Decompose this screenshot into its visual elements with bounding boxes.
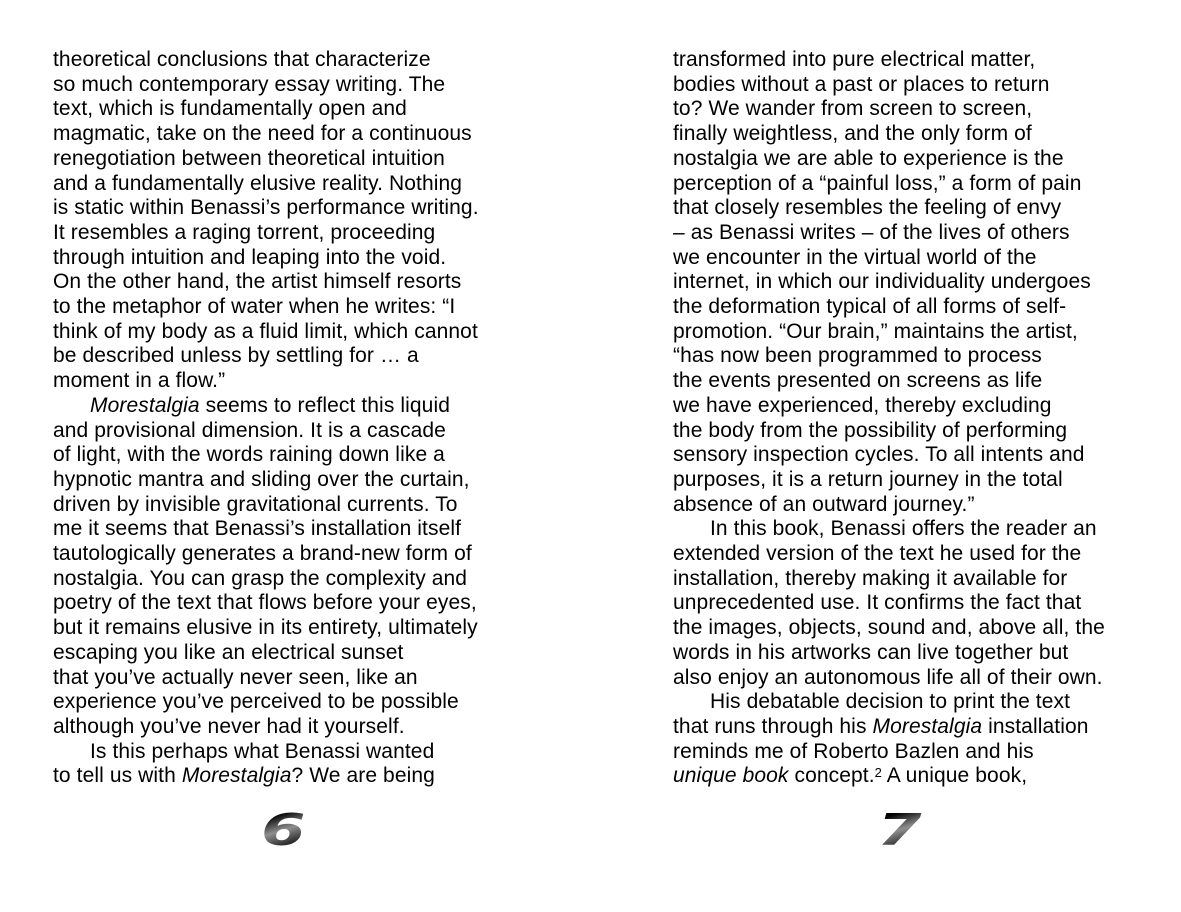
text-segment: absence of an outward journey.” <box>673 492 975 516</box>
page-right-text-column <box>673 48 1153 791</box>
text-line <box>673 246 1153 271</box>
text-line <box>53 147 533 172</box>
text-line <box>53 542 533 567</box>
text-segment: purposes, it is a return journey in the total <box>673 467 1063 491</box>
footnote-marker: 2 <box>874 764 883 780</box>
text-segment: is static within Benassi’s performance writing. <box>53 196 479 220</box>
text-line <box>673 122 1153 147</box>
text-segment: the events presented on screens as life <box>673 369 1043 393</box>
text-line <box>673 542 1153 567</box>
text-segment: unique book <box>673 764 789 788</box>
text-segment: nostalgia. You can grasp the complexity and <box>53 566 468 590</box>
text-segment: installation, thereby making it available for <box>673 566 1068 590</box>
text-segment: to? We wander from screen to screen, <box>673 97 1033 121</box>
text-segment: be described unless by settling for … a <box>53 344 419 368</box>
text-line <box>53 295 533 320</box>
text-segment: Morestalgia <box>181 764 292 788</box>
text-segment: A unique book, <box>882 764 1028 788</box>
text-line <box>673 468 1153 493</box>
text-line <box>673 666 1153 691</box>
text-segment: moment in a flow.” <box>53 369 226 393</box>
text-segment: although you’ve never had it yourself. <box>53 714 405 738</box>
text-line <box>53 740 533 765</box>
text-segment: and provisional dimension. It is a cascade <box>53 418 446 442</box>
text-segment: ? We are being <box>291 764 435 788</box>
text-segment: and a fundamentally elusive reality. Nothing <box>53 171 463 195</box>
text-line <box>53 591 533 616</box>
text-line <box>673 567 1153 592</box>
text-line <box>53 567 533 592</box>
text-line <box>53 764 533 789</box>
page-left-number <box>53 805 513 856</box>
text-line <box>53 270 533 295</box>
text-line <box>673 443 1153 468</box>
text-segment: magmatic, take on the need for a continuous <box>53 122 472 146</box>
text-segment: the body from the possibility of performing <box>673 418 1068 442</box>
text-line <box>53 394 533 419</box>
text-line <box>673 493 1153 518</box>
text-line <box>53 196 533 221</box>
text-line <box>673 641 1153 666</box>
text-line <box>673 690 1153 715</box>
text-line <box>673 320 1153 345</box>
text-line <box>673 394 1153 419</box>
text-line <box>53 419 533 444</box>
text-segment: unprecedented use. It confirms the fact that <box>673 591 1082 615</box>
text-line <box>673 97 1153 122</box>
text-line <box>53 122 533 147</box>
text-segment: me it seems that Benassi’s installation itself <box>53 517 462 541</box>
text-line <box>673 344 1153 369</box>
text-line <box>673 73 1153 98</box>
text-line <box>673 147 1153 172</box>
text-segment: think of my body as a fluid limit, which cannot <box>53 319 478 343</box>
text-line <box>53 320 533 345</box>
text-segment: reminds me of Roberto Bazlen and his <box>673 739 1034 763</box>
text-line <box>53 493 533 518</box>
text-line <box>673 517 1153 542</box>
text-line <box>673 48 1153 73</box>
text-segment: transformed into pure electrical matter, <box>673 48 1036 71</box>
text-segment: driven by invisible gravitational currents. To <box>53 492 458 516</box>
text-segment: the deformation typical of all forms of self- <box>673 295 1067 319</box>
text-line <box>53 715 533 740</box>
text-line <box>673 172 1153 197</box>
text-line <box>673 764 1153 791</box>
text-line <box>53 616 533 641</box>
text-segment: Morestalgia <box>90 393 200 417</box>
text-segment: On the other hand, the artist himself resorts <box>53 270 462 294</box>
text-segment: Morestalgia <box>872 714 983 738</box>
text-segment: of light, with the words raining down like a <box>53 443 445 467</box>
text-segment: to the metaphor of water when he writes: “I <box>53 295 456 319</box>
text-segment: so much contemporary essay writing. The <box>53 72 446 96</box>
text-line <box>673 591 1153 616</box>
text-segment: finally weightless, and the only form of <box>673 122 1032 146</box>
text-segment: that runs through his <box>673 714 873 738</box>
text-segment: the images, objects, sound and, above all, the <box>673 616 1105 640</box>
text-line <box>53 97 533 122</box>
text-segment: tautologically generates a brand-new form of <box>53 542 472 566</box>
text-segment: concept. <box>788 764 875 788</box>
text-line <box>673 715 1153 740</box>
text-segment: we encounter in the virtual world of the <box>673 245 1037 269</box>
text-segment: installation <box>982 714 1089 738</box>
text-line <box>53 666 533 691</box>
page-right-number <box>673 805 1125 856</box>
text-line <box>673 295 1153 320</box>
text-segment: nostalgia we are able to experience is the <box>673 146 1064 170</box>
text-line <box>53 48 533 73</box>
text-segment: also enjoy an autonomous life all of their own. <box>673 665 1103 689</box>
text-line <box>673 270 1153 295</box>
text-line <box>53 73 533 98</box>
text-line <box>673 616 1153 641</box>
text-segment: extended version of the text he used for the <box>673 542 1082 566</box>
text-segment: theoretical conclusions that characterize <box>53 48 431 71</box>
text-segment: through intuition and leaping into the void. <box>53 245 447 269</box>
text-segment: hypnotic mantra and sliding over the curtain, <box>53 467 470 491</box>
text-line <box>53 172 533 197</box>
text-line <box>53 690 533 715</box>
text-segment: words in his artworks can live together but <box>673 640 1069 664</box>
text-segment: experience you’ve perceived to be possible <box>53 690 459 714</box>
text-line <box>53 641 533 666</box>
text-line <box>53 344 533 369</box>
text-line <box>673 419 1153 444</box>
text-segment: text, which is fundamentally open and <box>53 97 407 121</box>
text-segment: renegotiation between theoretical intuition <box>53 146 445 170</box>
text-segment: that closely resembles the feeling of envy <box>673 196 1062 220</box>
text-segment: but it remains elusive in its entirety, ultimately <box>53 616 478 640</box>
text-segment: It resembles a raging torrent, proceeding <box>53 220 436 244</box>
text-segment: In this book, Benassi offers the reader an <box>710 517 1097 541</box>
text-segment: “has now been programmed to process <box>673 344 1042 368</box>
text-line <box>53 468 533 493</box>
text-segment: internet, in which our individuality undergoes <box>673 270 1091 294</box>
text-segment: bodies without a past or places to return <box>673 72 1050 96</box>
text-line <box>673 221 1153 246</box>
text-segment: – as Benassi writes – of the lives of others <box>673 220 1070 244</box>
text-line <box>53 369 533 394</box>
text-segment: perception of a “painful loss,” a form of pain <box>673 171 1082 195</box>
text-line <box>673 369 1153 394</box>
text-segment: to tell us with <box>53 764 182 788</box>
text-segment: sensory inspection cycles. To all intents and <box>673 443 1085 467</box>
text-line <box>673 740 1153 765</box>
text-line <box>673 196 1153 221</box>
text-line <box>53 246 533 271</box>
text-segment: seems to reflect this liquid <box>199 393 450 417</box>
page-number-digit: 7 <box>876 805 922 856</box>
text-line <box>53 517 533 542</box>
text-segment: His debatable decision to print the text <box>710 690 1071 714</box>
page-left-text-column <box>53 48 533 789</box>
text-segment: poetry of the text that flows before your eyes, <box>53 591 477 615</box>
text-segment: promotion. “Our brain,” maintains the artist, <box>673 319 1078 343</box>
text-segment: Is this perhaps what Benassi wanted <box>90 739 435 763</box>
text-line <box>53 221 533 246</box>
text-segment: that you’ve actually never seen, like an <box>53 665 418 689</box>
text-segment: escaping you like an electrical sunset <box>53 640 404 664</box>
page-number-digit: 6 <box>260 805 306 856</box>
text-segment: we have experienced, thereby excluding <box>673 393 1052 417</box>
text-line <box>53 443 533 468</box>
